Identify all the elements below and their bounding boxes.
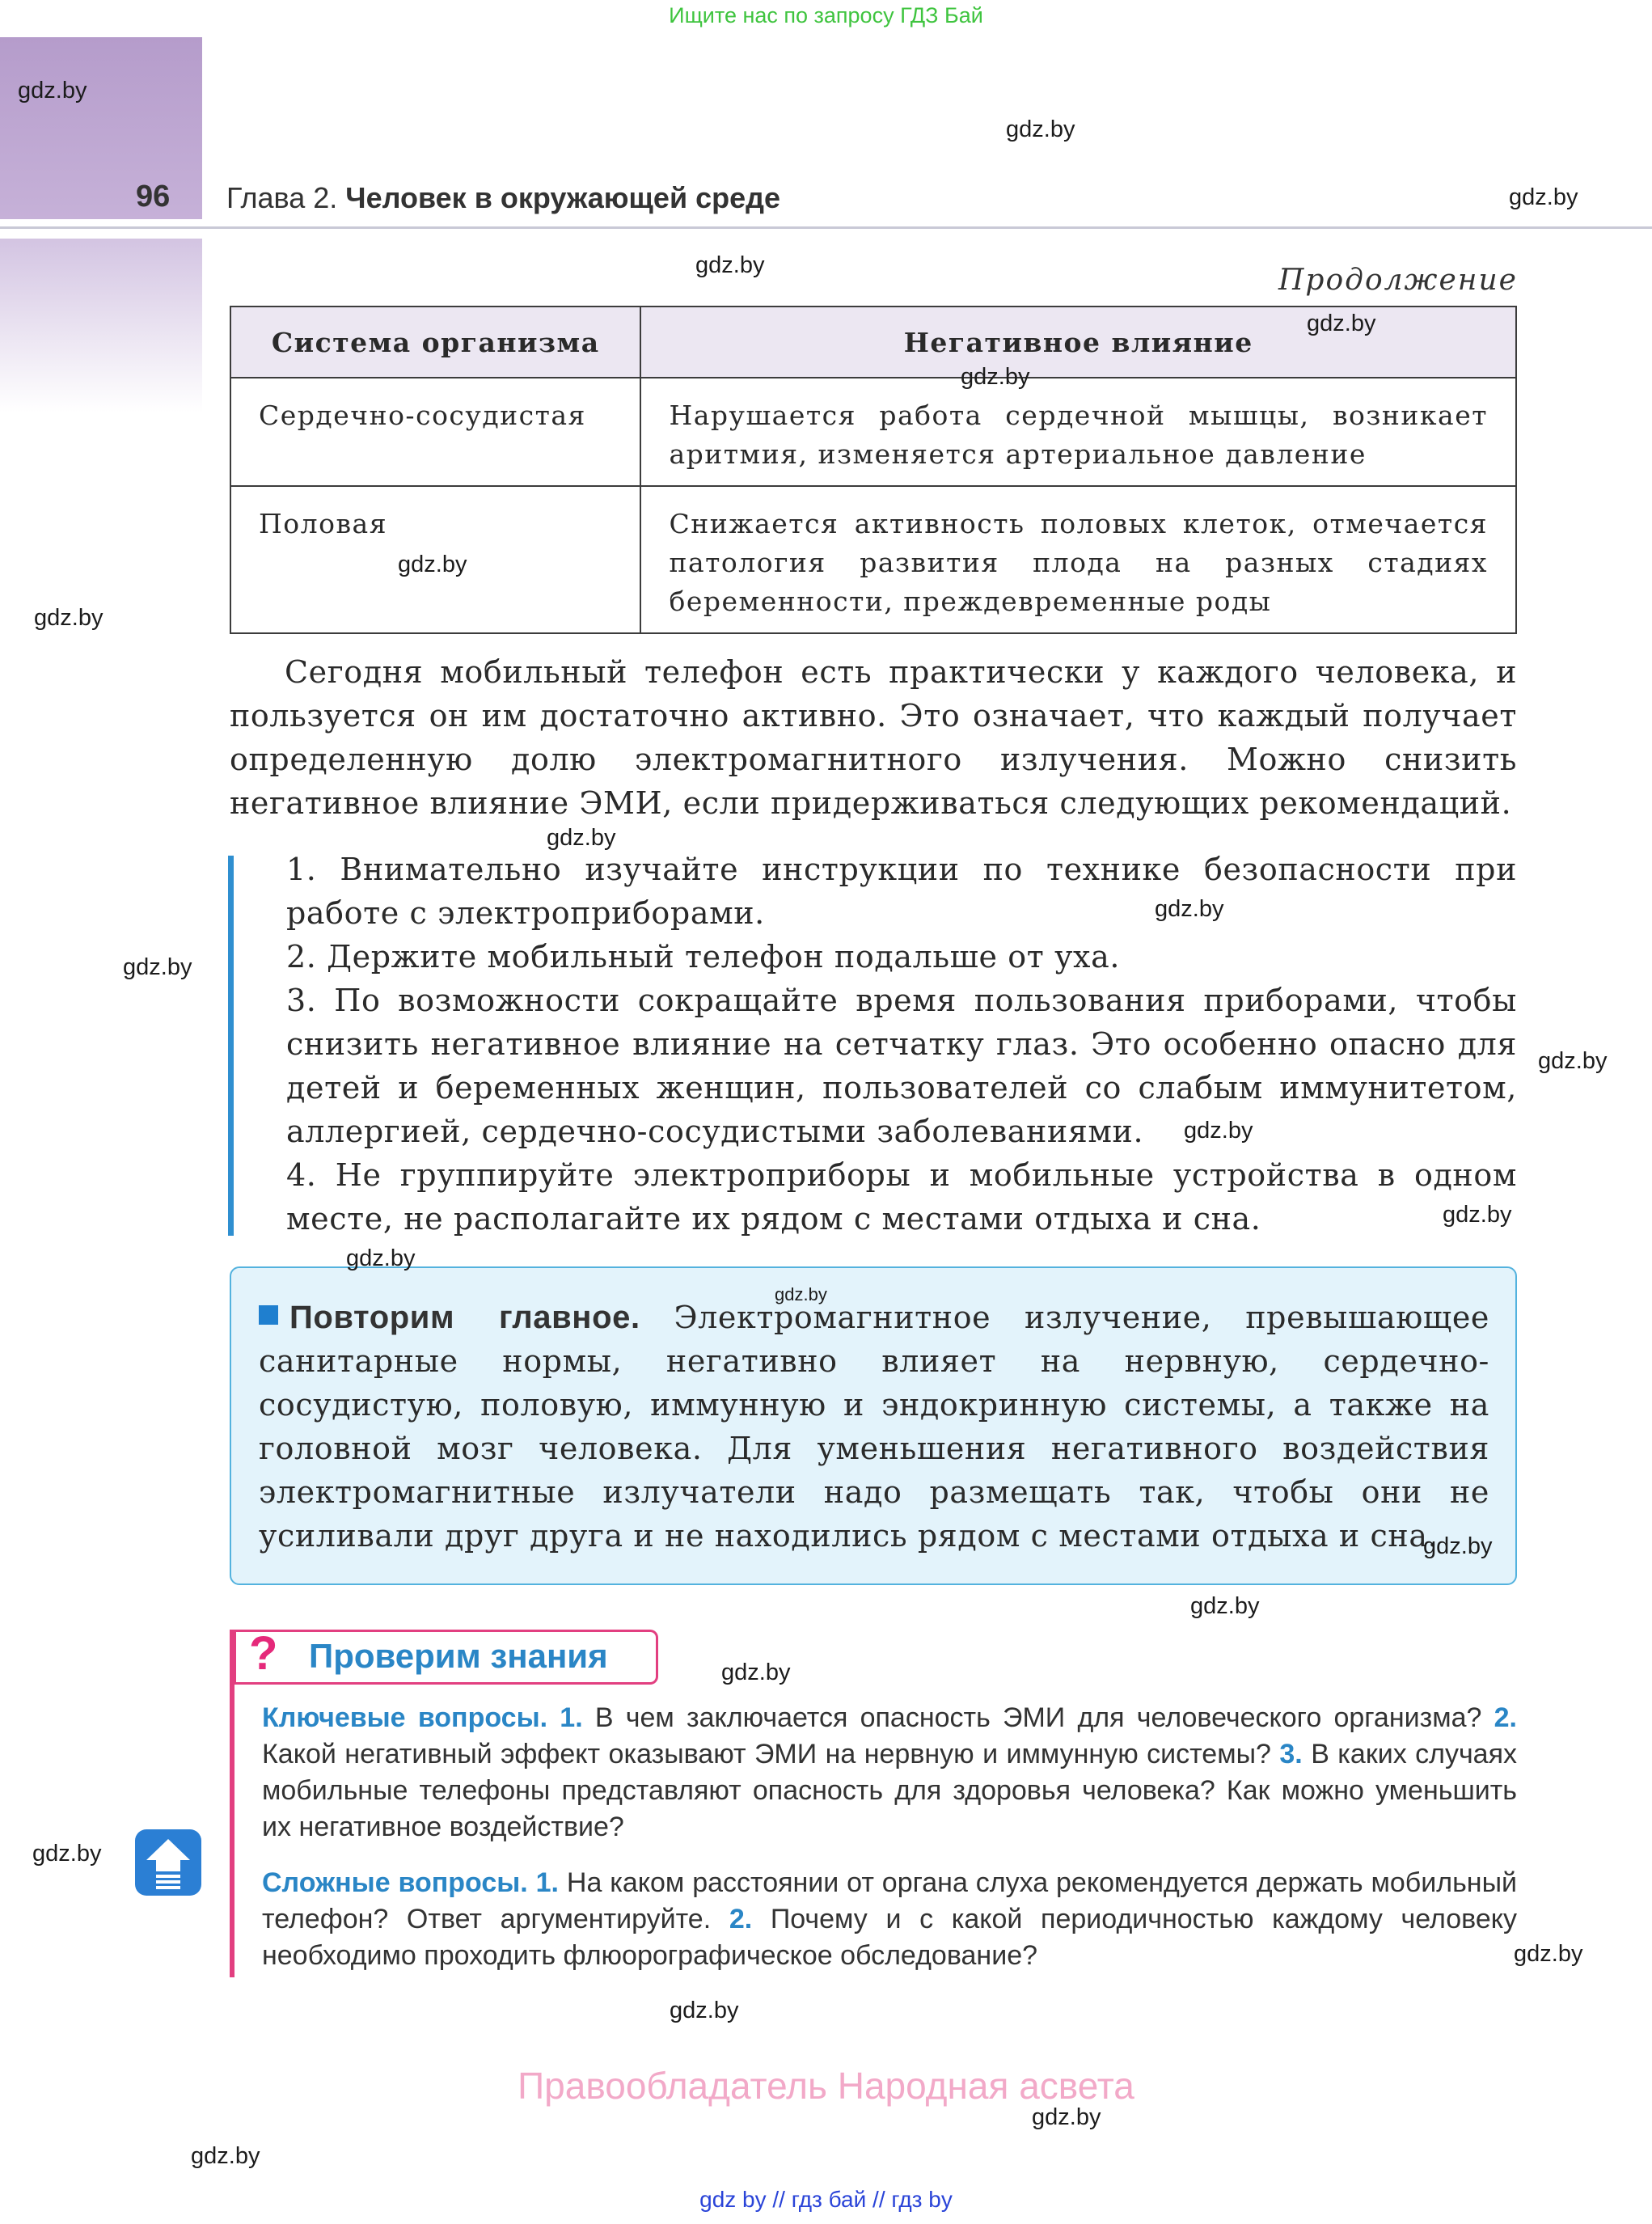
hard-questions <box>262 1865 1517 1974</box>
watermark: gdz.by <box>670 1998 739 2023</box>
chapter-prefix: Глава 2. <box>226 181 338 214</box>
check-knowledge-title: Проверим знания <box>309 1637 608 1675</box>
table-cell-system: Сердечно-сосудистая <box>230 378 640 486</box>
watermark: gdz.by <box>1155 896 1224 922</box>
watermark: gdz.by <box>34 605 104 631</box>
watermark: gdz.by <box>721 1660 791 1685</box>
summary-paragraph <box>259 1296 1489 1558</box>
question-text: На каком расстоянии от органа слуха рекомендуется держать мобильный телефон? Ответ аргументируйте. <box>262 1867 1518 1934</box>
summary-text: Электромагнитное излучение, превышающее санитарные нормы, негативно влияет на нервную, сердечно-сосудистую, половую, иммунную и эндокринную системы, а также на головной мозг человека. Для уменьшения негативного воздействия электромагнитные излучатели надо размещать так, чтобы они не усиливали друг друга и не находились рядом с местами отдыха и сна. <box>259 1300 1489 1554</box>
watermark: gdz.by <box>1538 1048 1608 1074</box>
watermark: gdz.by <box>1006 116 1075 142</box>
table-cell-effect: Нарушается работа сердечной мышцы, возникает аритмия, изменяется артериальное давление <box>640 378 1516 486</box>
table-cell-system: Половая <box>230 486 640 633</box>
question-number: 2. <box>729 1904 753 1934</box>
summary-heading: Повторим главное. <box>289 1300 640 1335</box>
question-text: Почему и с какой периодичностью каждому человеку необходимо проходить флюорографическое обследование? <box>262 1904 1517 1971</box>
watermark: gdz.by <box>123 954 192 980</box>
list-item: 4. Не группируйте электроприборы и мобильные устройства в одном месте, не располагайте их рядом с местами отдыха и сна. <box>286 1157 1517 1237</box>
table-continuation-label: Продолжение <box>1278 264 1518 297</box>
header-divider <box>0 226 1652 229</box>
watermark: gdz.by <box>1190 1593 1260 1619</box>
question-number: 1. <box>535 1867 559 1898</box>
question-text: В каких случаях мобильные телефоны представляют опасность для здоровья человека? Как можно уменьшить их негативное воздействие? <box>262 1739 1518 1842</box>
organ-effects-table <box>230 306 1517 634</box>
corner-fade-block <box>0 239 202 412</box>
top-banner: Ищите нас по запросу ГДЗ Бай <box>669 3 983 27</box>
check-knowledge-side-bar <box>230 1685 234 1977</box>
watermark: gdz.by <box>547 825 616 851</box>
chapter-title: Человек в окружающей среде <box>345 181 780 214</box>
page-number: 96 <box>136 180 171 214</box>
watermark: gdz.by <box>18 78 87 104</box>
watermark: gdz.by <box>1184 1118 1253 1144</box>
key-questions <box>262 1700 1517 1846</box>
watermark: gdz.by <box>32 1841 102 1867</box>
recommendations-side-bar <box>228 856 234 1236</box>
question-number: 3. <box>1279 1739 1303 1769</box>
intro-paragraph: Сегодня мобильный телефон есть практически у каждого человека, и пользуется он им достаточно активно. Это означает, что каждый получает определенную долю электромагнитного излучения. Можно снизить негативное влияние ЭМИ, если придерживаться следующих рекомендаций. <box>230 654 1517 821</box>
table-row <box>230 378 1516 486</box>
question-number: 2. <box>1494 1702 1517 1733</box>
question-mark-icon: ? <box>249 1627 278 1680</box>
watermark: gdz.by <box>695 252 765 278</box>
question-text: В чем заключается опасность ЭМИ для человеческого организма? <box>594 1702 1482 1733</box>
watermark: gdz.by <box>1423 1533 1493 1559</box>
copyright-notice: Правообладатель Народная асвета <box>518 2065 1134 2107</box>
recommendations-list <box>286 848 1517 1241</box>
watermark: gdz.by <box>1509 184 1578 210</box>
home-icon[interactable] <box>135 1829 201 1896</box>
watermark: gdz.by <box>398 552 467 577</box>
key-questions-label: Ключевые вопросы. <box>262 1702 548 1733</box>
chapter-heading <box>226 181 780 215</box>
list-item: 3. По возможности сокращайте время пользования приборами, чтобы снизить негативное влияние на сетчатку глаз. Это особенно опасно для детей и беременных женщин, пользователей со слабым иммунитетом, аллергией, сердечно-сосудистыми заболеваниями. <box>286 983 1517 1149</box>
question-text: Какой негативный эффект оказывают ЭМИ на нервную и иммунную системы? <box>262 1739 1271 1769</box>
table-cell-effect: Снижается активность половых клеток, отмечается патология развития плода на разных стадиях беременности, преждевременные роды <box>640 486 1516 633</box>
bottom-links[interactable]: gdz by // гдз бай // гдз by <box>699 2187 953 2212</box>
question-number: 1. <box>560 1702 583 1733</box>
square-bullet-icon <box>259 1305 278 1325</box>
table-header-system: Система организма <box>230 307 640 378</box>
hard-questions-label: Сложные вопросы. <box>262 1867 528 1898</box>
table-header-effect: Негативное влияние <box>640 307 1516 378</box>
watermark: gdz.by <box>961 364 1030 390</box>
watermark: gdz.by <box>775 1284 827 1304</box>
watermark: gdz.by <box>346 1245 416 1271</box>
corner-color-block <box>0 37 202 219</box>
home-icon-graphic <box>135 1829 201 1896</box>
watermark: gdz.by <box>1032 2104 1101 2130</box>
list-item: 2. Держите мобильный телефон подальше от уха. <box>286 939 1121 975</box>
watermark: gdz.by <box>1514 1941 1583 1967</box>
watermark: gdz.by <box>1307 311 1376 336</box>
list-item: 1. Внимательно изучайте инструкции по технике безопасности при работе с электроприборами. <box>286 852 1517 931</box>
watermark: gdz.by <box>191 2143 260 2169</box>
watermark: gdz.by <box>1443 1202 1512 1228</box>
